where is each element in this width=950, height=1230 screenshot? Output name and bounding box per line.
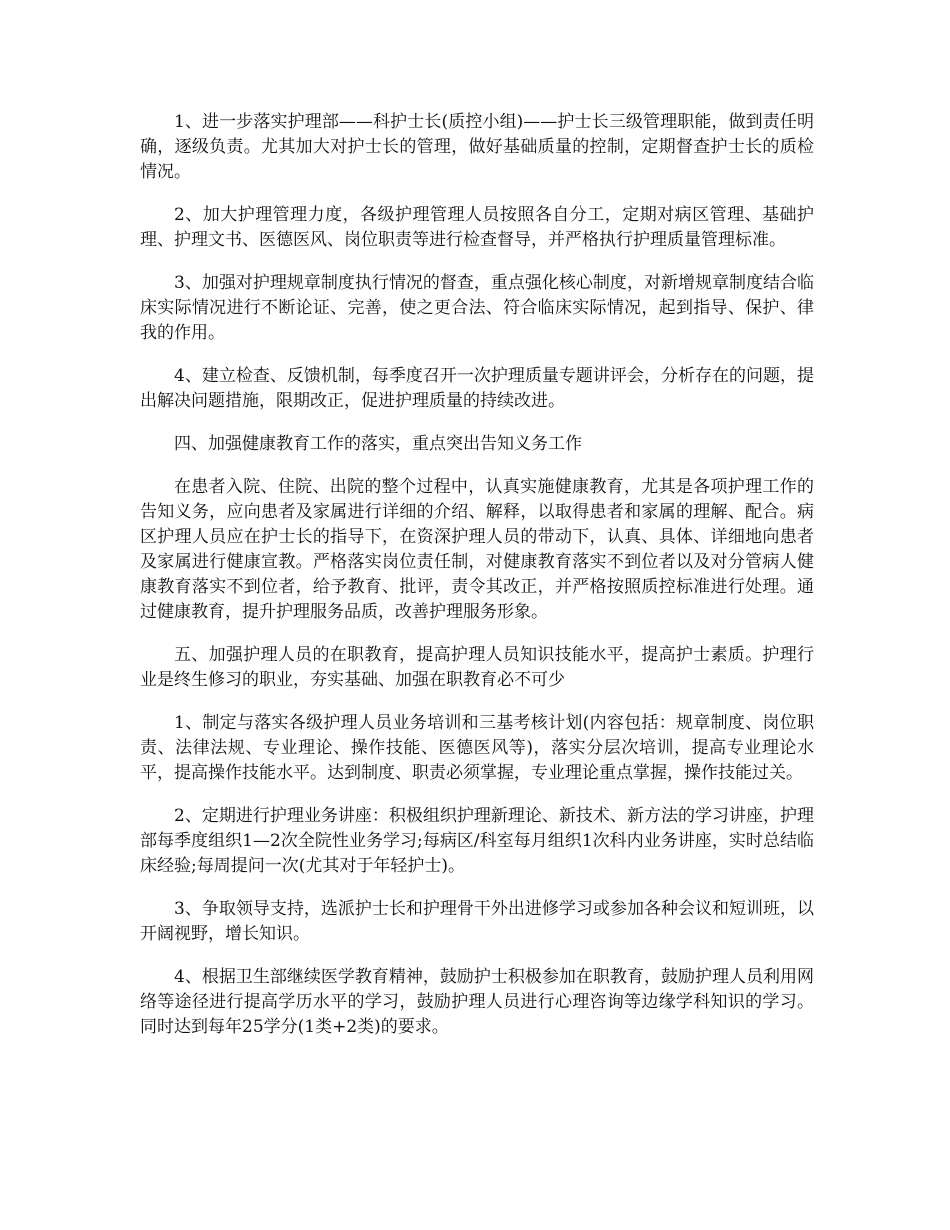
paragraph: 2、定期进行护理业务讲座：积极组织护理新理论、新技术、新方法的学习讲座，护理部每季度组织1—2次全院性业务学习;每病区/科室每月组织1次科内业务讲座，实时总结临床经验;每周提问一次(尤其对于年轻护士)。 [140,806,814,876]
paragraph: 2、加大护理管理力度，各级护理管理人员按照各自分工，定期对病区管理、基础护理、护理文书、医德医风、岗位职责等进行检查督导，并严格执行护理质量管理标准。 [140,205,814,250]
section-heading: 四、加强健康教育工作的落实，重点突出告知义务工作 [174,434,582,454]
paragraph: 3、争取领导支持，选派护士长和护理骨干外出进修学习或参加各种会议和短训班，以开阔视野，增长知识。 [140,899,814,944]
section-heading: 五、加强护理人员的在职教育，提高护理人员知识技能水平，提高护士素质。护理行业是终生修习的职业，夯实基础、加强在职教育必不可少 [140,645,814,690]
paragraph: 1、制定与落实各级护理人员业务培训和三基考核计划(内容包括：规章制度、岗位职责、法律法规、专业理论、操作技能、医德医风等)，落实分层次培训，提高专业理论水平，提高操作技能水平。达到制度、职责必须掌握，专业理论重点掌握，操作技能过关。 [140,713,814,783]
paragraph: 3、加强对护理规章制度执行情况的督查，重点强化核心制度，对新增规章制度结合临床实际情况进行不断论证、完善，使之更合法、符合临床实际情况，起到指导、保护、律我的作用。 [140,273,814,343]
paragraph: 4、根据卫生部继续医学教育精神，鼓励护士积极参加在职教育，鼓励护理人员利用网络等途径进行提高学历水平的学习，鼓励护理人员进行心理咨询等边缘学科知识的学习。同时达到每年25学分(1类+2类)的要求。 [140,967,814,1037]
paragraph: 1、进一步落实护理部——科护士长(质控小组)——护士长三级管理职能，做到责任明确，逐级负责。尤其加大对护士长的管理，做好基础质量的控制，定期督查护士长的质检情况。 [140,112,814,182]
paragraph: 4、建立检查、反馈机制，每季度召开一次护理质量专题讲评会，分析存在的问题，提出解决问题措施，限期改正，促进护理质量的持续改进。 [140,366,814,411]
paragraph: 在患者入院、住院、出院的整个过程中，认真实施健康教育，尤其是各项护理工作的告知义务，应向患者及家属进行详细的介绍、解释，以取得患者和家属的理解、配合。病区护理人员应在护士长的指导下，在资深护理人员的带动下，认真、具体、详细地向患者及家属进行健康宣教。严格落实岗位责任制，对健康教育落实不到位者以及对分管病人健康教育落实不到位者，给予教育、批评，责令其改正，并严格按照质控标准进行处理。通过健康教育，提升护理服务品质，改善护理服务形象。 [140,477,814,622]
